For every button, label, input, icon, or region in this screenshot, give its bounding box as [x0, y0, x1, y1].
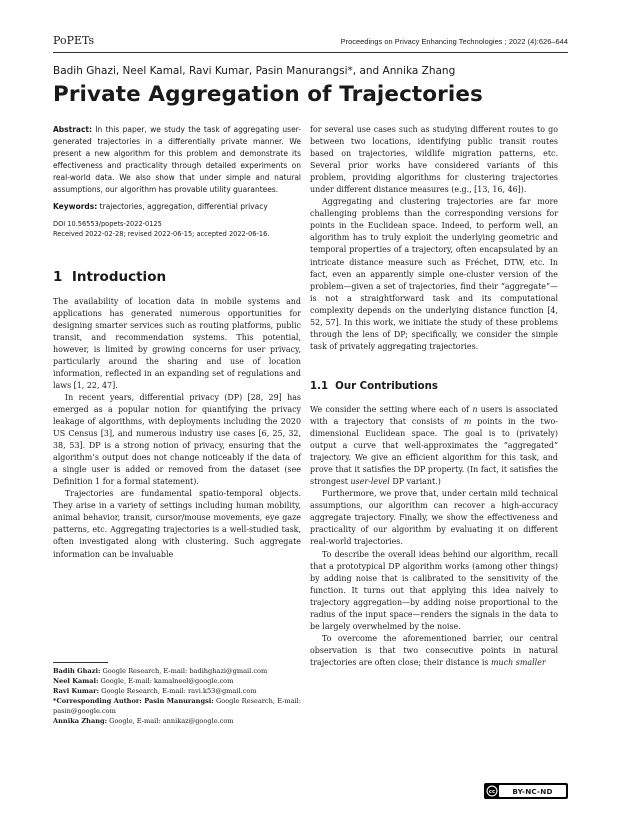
contributions-paragraph-1: We consider the setting where each of n users is associated with a trajectory that consists of m points in the two-dimensional Euclidean space. The goal is to (privately) output a curve that well-approximates the “aggregated” trajectory. We give an efficient algorithm for this task, and prove that it satisfies the DP property. (In fact, it satisfies the strongest user-level DP variant.): [310, 404, 558, 487]
subsection-number: 1.1: [310, 380, 329, 392]
journal-short-name: PoPETs: [53, 34, 95, 47]
contributions-paragraph-2: Furthermore, we prove that, under certain mild technical assumptions, our algorithm can recover a high-accuracy aggregate trajectory. Finally, we show the effectiveness and practicality of our algorithm by evaluating it on different real-world trajectories.: [310, 489, 558, 547]
footnote-manurangsi: *Corresponding Author: Pasin Manurangsi: Google Research, E-mail: pasin@google.com: [53, 696, 301, 715]
intro-paragraph-3: Trajectories are fundamental spatio-temporal objects. They arise in a variety of settings including human mobility, animal behavior, transit, cursor/mouse movements, eye gaze patterns, etc. Aggregating trajectories is a well-studied task, often investigated along with clustering. Such aggregate information can be invaluable: [53, 489, 301, 559]
contributions-paragraph-4: To overcome the aforementioned barrier, our central observation is that two consecutive points in natural trajectories are often close; their distance is much smaller: [310, 633, 558, 667]
subsection-title: Our Contributions: [335, 380, 438, 392]
header-rule: [53, 52, 568, 53]
var-n: n: [472, 404, 478, 414]
intro-paragraph-1: The availability of location data in mobile systems and applications has generated numerous opportunities for designing smarter services such as routing platforms, public transit, and recommendation systems. This potential, however, is limited by growing concerns for user privacy, particularly around the sharing and use of location information, reflected in an expanding set of regulations and laws [1, 22, 47].: [53, 296, 301, 390]
subsection-heading-contributions: [310, 381, 558, 393]
abstract-label: Abstract:: [53, 125, 93, 134]
author-list: Badih Ghazi, Neel Kamal, Ravi Kumar, Pasin Manurangsi*, and Annika Zhang: [53, 65, 456, 77]
emphasis-user-level: user-level: [350, 477, 390, 487]
creative-commons-icon: [485, 784, 499, 798]
var-m: m: [463, 416, 472, 426]
license-text: BY-NC-ND: [499, 785, 566, 797]
contributions-paragraph-3: To describe the overall ideas behind our algorithm, recall that a prototypical DP algorithm works (among other things) by adding noise that is calibrated to the sensitivity of the function. It turns out that applying this idea naively to trajectory aggregation—by adding noise proportional to the radius of the input space—renders the signals in the data to be largely overwhelmed by the noise.: [310, 549, 558, 631]
svg-text:cc: cc: [488, 789, 496, 796]
footnote-rule: [53, 662, 108, 663]
running-header: [53, 34, 568, 50]
keywords: [53, 201, 301, 213]
abstract: [53, 124, 301, 195]
journal-citation: Proceedings on Privacy Enhancing Technologies ; 2022 (4):626–644: [340, 37, 568, 46]
keywords-text: trajectories, aggregation, differential privacy: [99, 202, 268, 212]
abstract-text: In this paper, we study the task of aggregating user-generated trajectories in a differentially private manner. We present a new algorithm for this problem and demonstrate its effectiveness and practicality through detailed experiments on real-world data. We also show that under simple and natural assumptions, our algorithm has provable utility guarantees.: [53, 125, 301, 194]
footnote-kamal: Neel Kamal: Google, E-mail: kamalneel@google.com: [53, 676, 234, 685]
section-title: Introduction: [71, 269, 167, 286]
section-heading-introduction: [53, 269, 301, 286]
license-badge: [484, 783, 568, 799]
intro-paragraph-4: Aggregating and clustering trajectories are far more challenging problems than the corresponding versions for points in the Euclidean space. Indeed, to perform well, an algorithm has to truly exploit the underlying geometric and temporal properties of a trajectory, often encapsulated by an intricate distance measure such as Fréchet, DTW, etc. In fact, even an apparently simple one-cluster version of the problem—given a set of trajectories, find their “aggregate”—is not a straightforward task and its computational complexity depends on the underlying distance function [4, 52, 57]. In this work, we initiate the study of these problems through the lens of DP; specifically, we consider the simple task of privately aggregating trajectories.: [310, 197, 558, 351]
section-number: 1: [53, 269, 63, 286]
paper-title: Private Aggregation of Trajectories: [53, 82, 483, 107]
intro-paragraph-2: In recent years, differential privacy (DP) [28, 29] has emerged as a popular notion for quantifying the privacy leakage of algorithms, with deployments including the 2020 US Census [3], and numerous industry use cases [6, 25, 32, 38, 53]. DP is a strong notion of privacy, ensuring that the algorithm’s output does not change noticeably if the data of a single user is added or removed from the dataset (see Definition 1 for a formal statement).: [53, 392, 301, 487]
emphasis-much-smaller: much smaller: [491, 657, 546, 667]
keywords-label: Keywords:: [53, 202, 98, 212]
footnote-ghazi: Badih Ghazi: Google Research, E-mail: badihghazi@gmail.com: [53, 667, 268, 675]
intro-paragraph-continued: for several use cases such as studying different routes to go between two locations, identifying public transit routes based on trajectories, wildlife migration patterns, etc. Several prior works have considered variants of this problem, providing algorithms for clustering trajectories under different distance measures (e.g., [13, 16, 46]).: [310, 125, 558, 195]
left-column: [53, 124, 301, 561]
footnote-kumar: Ravi Kumar: Google Research, E-mail: ravi.k53@gmail.com: [53, 686, 257, 695]
doi: DOI 10.56553/popets-2022-0125: [53, 220, 162, 229]
footnote-zhang: Annika Zhang: Google, E-mail: annikaz@google.com: [53, 716, 234, 725]
author-footnotes: [53, 667, 301, 726]
publication-meta: [53, 219, 301, 239]
received-dates: Received 2022-02-28; revised 2022-06-15; accepted 2022-06-16.: [53, 230, 270, 239]
right-column: [310, 124, 558, 669]
